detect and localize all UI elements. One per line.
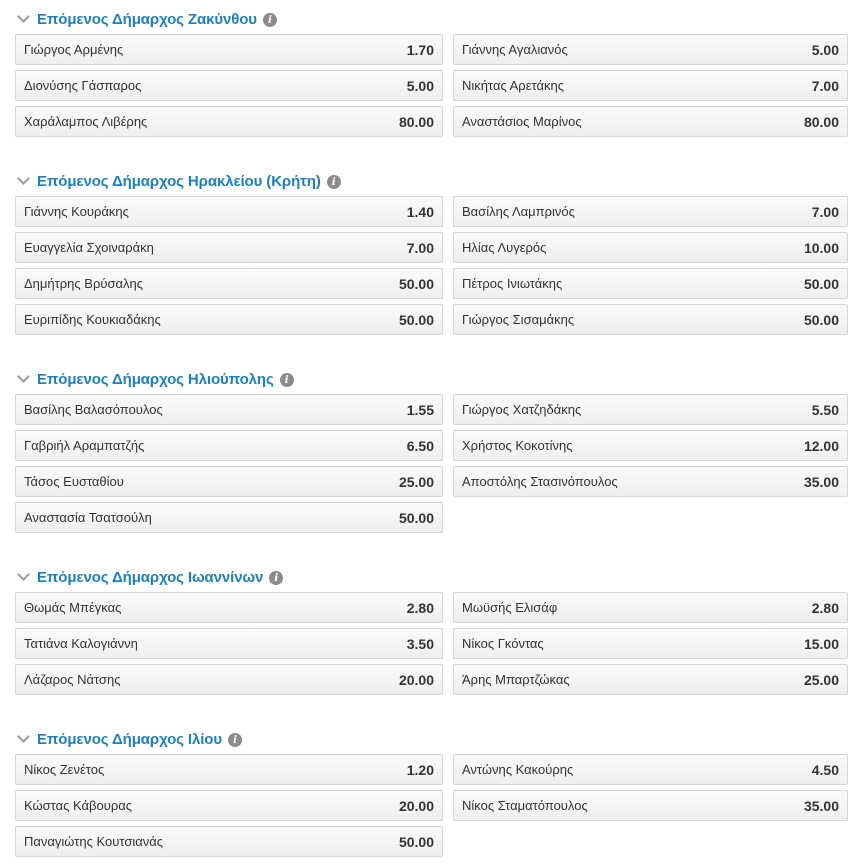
selection-name: Πέτρος Ινιωτάκης <box>462 276 563 291</box>
selection-name: Τατιάνα Καλογιάννη <box>24 636 138 651</box>
selection-odds: 5.00 <box>811 41 839 58</box>
selection-button[interactable] <box>15 592 443 623</box>
selection-button[interactable] <box>15 826 443 857</box>
selection-name: Γιάννης Κουράκης <box>24 204 129 219</box>
selection-button[interactable] <box>453 34 848 65</box>
selection-odds: 1.20 <box>406 761 434 778</box>
selection-button[interactable] <box>453 232 848 263</box>
selection-name: Γιώργος Αρμένης <box>24 42 124 57</box>
market-title: Επόμενος Δήμαρχος Ιωαννίνων <box>37 568 264 586</box>
market-header[interactable] <box>16 368 294 390</box>
selection-name: Διονύσης Γάσπαρος <box>24 78 142 93</box>
chevron-down-icon[interactable] <box>17 370 30 383</box>
selection-odds: 80.00 <box>803 113 839 130</box>
selection-name: Γιώργος Σισαμάκης <box>462 312 575 327</box>
chevron-down-icon[interactable] <box>17 10 30 23</box>
selection-button[interactable] <box>15 394 443 425</box>
selection-name: Αντώνης Κακούρης <box>462 762 574 777</box>
selection-odds: 50.00 <box>803 311 839 328</box>
selection-button[interactable] <box>453 70 848 101</box>
market-title: Επόμενος Δήμαρχος Ζακύνθου <box>37 10 257 28</box>
selection-name: Κώστας Κάβουρας <box>24 798 133 813</box>
selection-name: Νίκος Γκόντας <box>462 636 544 651</box>
selection-name: Χρήστος Κοκοτίνης <box>462 438 573 453</box>
selection-odds: 20.00 <box>398 671 434 688</box>
selection-odds: 80.00 <box>398 113 434 130</box>
selection-button[interactable] <box>453 466 848 497</box>
selection-button[interactable] <box>15 34 443 65</box>
selection-name: Αναστάσιος Μαρίνος <box>462 114 582 129</box>
selection-button[interactable] <box>15 790 443 821</box>
selection-button[interactable] <box>453 790 848 821</box>
selection-name: Βασίλης Βαλασόπουλος <box>24 402 163 417</box>
selection-name: Μωϋσής Ελισάφ <box>462 600 558 615</box>
selection-name: Θωμάς Μπέγκας <box>24 600 122 615</box>
chevron-down-icon[interactable] <box>17 568 30 581</box>
selection-odds: 20.00 <box>398 797 434 814</box>
selection-button[interactable] <box>453 268 848 299</box>
selection-button[interactable] <box>453 664 848 695</box>
selection-button[interactable] <box>15 70 443 101</box>
selection-name: Νίκος Ζενέτος <box>24 762 105 777</box>
selection-button[interactable] <box>15 754 443 785</box>
selection-odds: 7.00 <box>811 77 839 94</box>
selection-odds: 1.55 <box>406 401 434 418</box>
selection-name: Ηλίας Λυγερός <box>462 240 547 255</box>
selection-name: Λάζαρος Νάτσης <box>24 672 121 687</box>
selection-button[interactable] <box>15 502 443 533</box>
selection-button[interactable] <box>15 664 443 695</box>
selection-odds: 12.00 <box>803 437 839 454</box>
selection-odds: 7.00 <box>406 239 434 256</box>
selection-odds: 5.00 <box>406 77 434 94</box>
market-header[interactable] <box>16 8 277 30</box>
selection-name: Ευριπίδης Κουκιαδάκης <box>24 312 161 327</box>
selection-button[interactable] <box>453 196 848 227</box>
selection-odds: 2.80 <box>811 599 839 616</box>
selection-name: Νίκος Σταματόπουλος <box>462 798 588 813</box>
selection-button[interactable] <box>453 592 848 623</box>
selection-name: Αποστόλης Στασινόπουλος <box>462 474 618 489</box>
selection-name: Άρης Μπαρτζώκας <box>462 672 570 687</box>
selection-odds: 6.50 <box>406 437 434 454</box>
selection-odds: 7.00 <box>811 203 839 220</box>
selection-odds: 1.70 <box>406 41 434 58</box>
selection-button[interactable] <box>15 304 443 335</box>
selection-name: Γαβριήλ Αραμπατζής <box>24 438 145 453</box>
selection-button[interactable] <box>15 106 443 137</box>
selection-name: Γιάννης Αγαλιανός <box>462 42 568 57</box>
selection-name: Παναγιώτης Κουτσιανάς <box>24 834 164 849</box>
selection-odds: 2.80 <box>406 599 434 616</box>
selection-odds: 50.00 <box>398 833 434 850</box>
selection-odds: 5.50 <box>811 401 839 418</box>
selection-odds: 15.00 <box>803 635 839 652</box>
selection-button[interactable] <box>15 268 443 299</box>
chevron-down-icon[interactable] <box>17 172 30 185</box>
market-header[interactable] <box>16 728 242 750</box>
selection-button[interactable] <box>15 196 443 227</box>
market-title: Επόμενος Δήμαρχος Ηρακλείου (Κρήτη) <box>37 172 321 190</box>
market-header[interactable] <box>16 170 341 192</box>
selection-odds: 3.50 <box>406 635 434 652</box>
selection-button[interactable] <box>453 430 848 461</box>
selection-name: Αναστασία Τσατσούλη <box>24 510 152 525</box>
selection-button[interactable] <box>15 466 443 497</box>
selection-odds: 50.00 <box>398 311 434 328</box>
selection-odds: 25.00 <box>803 671 839 688</box>
selection-odds: 50.00 <box>398 509 434 526</box>
selection-name: Δημήτρης Βρύσαλης <box>24 276 143 291</box>
info-icon[interactable]: i <box>228 733 242 747</box>
selection-odds: 50.00 <box>803 275 839 292</box>
selection-button[interactable] <box>15 628 443 659</box>
info-icon[interactable]: i <box>263 13 277 27</box>
selection-name: Νικήτας Αρετάκης <box>462 78 564 93</box>
selection-button[interactable] <box>15 232 443 263</box>
selection-odds: 4.50 <box>811 761 839 778</box>
info-icon[interactable]: i <box>280 373 294 387</box>
selection-odds: 10.00 <box>803 239 839 256</box>
selection-button[interactable] <box>15 430 443 461</box>
info-icon[interactable]: i <box>327 175 341 189</box>
market-title: Επόμενος Δήμαρχος Ηλιούπολης <box>37 370 274 388</box>
selection-name: Χαράλαμπος Λιβέρης <box>24 114 148 129</box>
selection-button[interactable] <box>453 394 848 425</box>
selection-button[interactable] <box>453 106 848 137</box>
market-title: Επόμενος Δήμαρχος Ιλίου <box>37 730 222 748</box>
selection-button[interactable] <box>453 754 848 785</box>
selection-odds: 35.00 <box>803 473 839 490</box>
info-icon[interactable]: i <box>269 571 283 585</box>
selection-name: Τάσος Ευσταθίου <box>24 474 124 489</box>
selection-button[interactable] <box>453 628 848 659</box>
selection-name: Ευαγγελία Σχοιναράκη <box>24 240 154 255</box>
market-header[interactable] <box>16 566 283 588</box>
selection-odds: 1.40 <box>406 203 434 220</box>
selection-odds: 50.00 <box>398 275 434 292</box>
chevron-down-icon[interactable] <box>17 730 30 743</box>
selection-odds: 35.00 <box>803 797 839 814</box>
selection-button[interactable] <box>453 304 848 335</box>
selection-odds: 25.00 <box>398 473 434 490</box>
selection-name: Γιώργος Χατζηδάκης <box>462 402 582 417</box>
selection-name: Βασίλης Λαμπρινός <box>462 204 575 219</box>
